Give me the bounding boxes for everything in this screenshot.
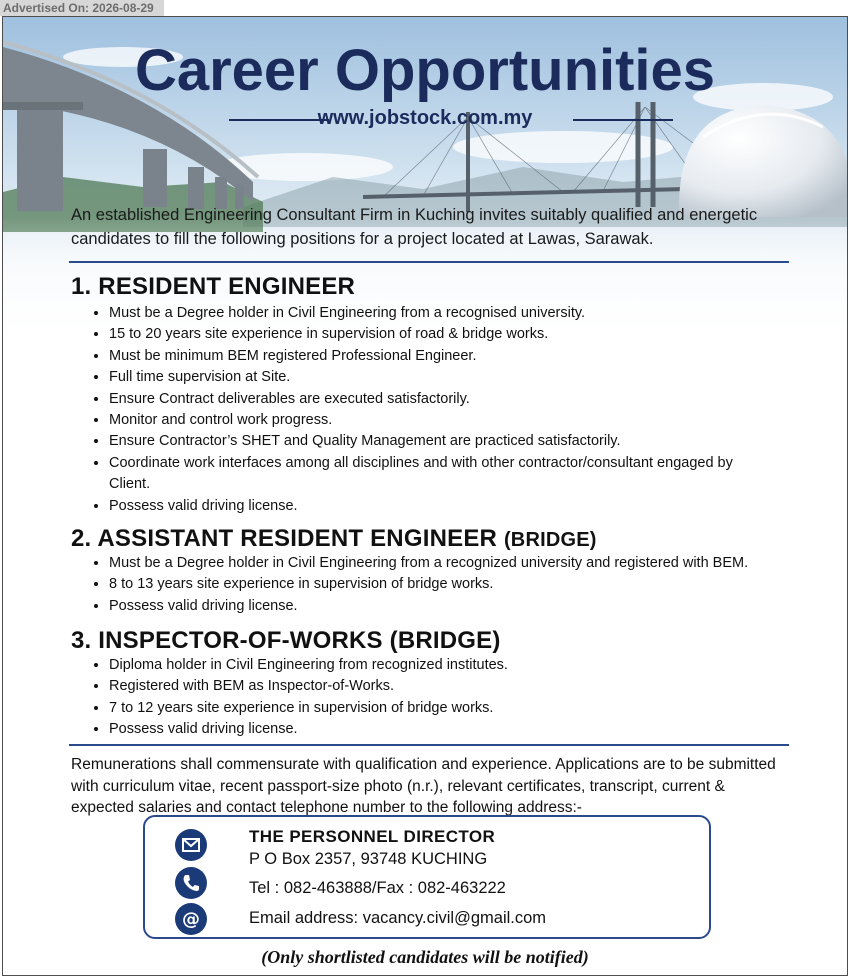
list-item: • Diploma holder in Civil Engineering from recognized institutes. — [109, 655, 769, 676]
job-title-suffix: (BRIDGE) — [503, 529, 597, 551]
list-item: • Must be minimum BEM registered Professional Engineer. — [109, 346, 769, 367]
list-item: • Possess valid driving license. — [109, 596, 769, 617]
list-item: • Ensure Contractor’s SHET and Quality Management are practiced satisfactorily. — [109, 431, 769, 452]
intro-paragraph: An established Engineering Consultant Firm in Kuching invites suitably qualified and energetic candidates to fill the following positions for a project located at Lawas, Sarawak. — [71, 206, 758, 248]
contact-director: THE PERSONNEL DIRECTOR — [249, 827, 496, 846]
list-item: • Coordinate work interfaces among all disciplines and with other contractor/consultant engaged by Client. — [109, 453, 769, 496]
requirements-inspector-of-works — [87, 655, 769, 741]
list-item: • 15 to 20 years site experience in supervision of road & bridge works. — [109, 324, 769, 345]
website-row — [3, 107, 847, 131]
list-item: • Must be a Degree holder in Civil Engineering from a recognised university. — [109, 303, 769, 324]
list-item: • Full time supervision at Site. — [109, 367, 769, 388]
list-item: • Monitor and control work progress. — [109, 410, 769, 431]
list-item: • Possess valid driving license. — [109, 719, 769, 740]
page-title: Career Opportunities — [134, 38, 716, 103]
contact-box — [143, 815, 711, 939]
list-item: • 8 to 13 years site experience in supervision of bridge works. — [109, 574, 769, 595]
job-title-text: 1. RESIDENT ENGINEER — [71, 273, 356, 300]
job-title-inspector-of-works — [71, 627, 501, 655]
phone-icon — [175, 867, 207, 899]
advertised-date: Advertised On: 2026-08-29 — [0, 0, 164, 16]
requirements-resident-engineer — [87, 303, 769, 517]
contact-phone-fax: Tel : 082-463888/Fax : 082-463222 — [249, 879, 506, 897]
requirements-assistant-resident-engineer — [87, 553, 769, 617]
list-item: • Registered with BEM as Inspector-of-Works. — [109, 676, 769, 697]
divider-bottom — [69, 744, 789, 746]
shortlist-note: (Only shortlisted candidates will be notified) — [261, 947, 589, 967]
job-title-text: 3. INSPECTOR-OF-WORKS (BRIDGE) — [71, 627, 501, 654]
envelope-icon — [175, 829, 207, 861]
job-title-assistant-resident-engineer — [71, 525, 597, 553]
list-item: • Ensure Contract deliverables are executed satisfactorily. — [109, 389, 769, 410]
job-title-text: 2. ASSISTANT RESIDENT ENGINEER — [71, 525, 498, 552]
divider-top — [69, 261, 789, 263]
job-title-resident-engineer — [71, 273, 355, 301]
remuneration-paragraph: Remunerations shall commensurate with qualification and experience. Applications are to be submitted with curriculum vitae, recent passport-size photo (n.r.), relevant certificates, transcript, current & expected salaries and contact telephone number to the following address:- — [71, 756, 776, 816]
contact-email: Email address: vacancy.civil@gmail.com — [249, 909, 547, 927]
job-ad — [2, 16, 848, 976]
at-icon — [175, 903, 207, 935]
list-item: • Must be a Degree holder in Civil Engineering from a recognized university and registered with BEM. — [109, 553, 769, 574]
list-item: • 7 to 12 years site experience in supervision of bridge works. — [109, 698, 769, 719]
contact-address: P O Box 2357, 93748 KUCHING — [249, 850, 488, 868]
website-url: www.jobstock.com.my — [317, 107, 533, 129]
list-item: • Possess valid driving license. — [109, 496, 769, 517]
svg-text:@: @ — [182, 909, 200, 930]
